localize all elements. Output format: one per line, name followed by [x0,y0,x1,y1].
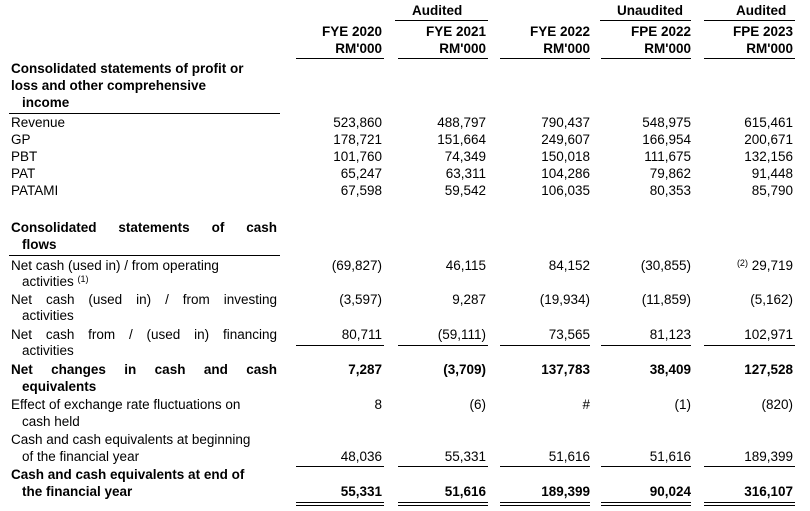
footnote-marker: (1) [77,274,89,284]
table-cell: (11,859) [641,292,691,307]
row-label-text: activities [22,274,74,289]
table-cell: 102,971 [744,327,793,342]
table-cell: 106,035 [541,183,590,198]
subtotal-rule [296,345,384,346]
group-header-audited-2: Audited [736,3,787,18]
row-label-pbt: PBT [11,149,38,164]
subtotal-rule [500,466,590,467]
table-cell: (3,709) [443,362,486,377]
table-cell: (19,934) [539,292,590,307]
table-cell-with-note [703,258,793,274]
table-cell: 101,760 [333,149,382,164]
subtotal-rule [601,466,691,467]
row-label-pat: PAT [11,166,36,181]
section-title-cash-flows: flows [22,237,57,252]
table-cell: 84,152 [548,258,590,273]
table-cell: (69,827) [331,258,382,273]
table-cell: 81,123 [649,327,691,342]
total-double-rule [500,505,590,506]
table-cell: (5,162) [750,292,793,307]
header-rule [704,58,795,59]
table-cell: 85,790 [751,183,793,198]
column-header-period: FPE 2023 [732,24,793,39]
section-rule [9,113,280,114]
column-header-unit: RM'000 [439,41,486,56]
total-double-rule [704,502,795,503]
total-double-rule [601,502,691,503]
header-rule [601,58,691,59]
group-rule-audited-2 [704,20,795,21]
subtotal-rule [601,345,691,346]
row-label-financing: Net cash from / (used in) financing [11,327,277,342]
table-cell: 9,287 [452,292,486,307]
section-title-profit-loss: Consolidated statements of profit or [11,61,244,76]
table-cell: 166,954 [642,132,691,147]
header-rule [500,58,590,59]
table-cell: 46,115 [445,258,486,273]
row-label-operating-cont [22,274,89,290]
group-rule-audited [395,20,488,21]
column-header-period: FPE 2022 [630,24,691,39]
table-cell: 200,671 [744,132,793,147]
table-cell: 51,616 [548,449,590,464]
table-cell: 79,862 [649,166,691,181]
column-header-unit: RM'000 [335,41,382,56]
total-double-rule [398,505,488,506]
total-double-rule [296,505,384,506]
table-cell: 51,616 [649,449,691,464]
section-title-cash-flows: Consolidated statements of cash [11,220,277,235]
table-cell: 65,247 [340,166,382,181]
total-double-rule [398,502,488,503]
row-label-revenue: Revenue [11,115,66,130]
table-cell: 55,331 [444,449,486,464]
subtotal-rule [398,466,488,467]
table-cell: 127,528 [744,362,793,377]
total-double-rule [296,502,384,503]
table-cell: 80,353 [649,183,691,198]
column-header-period: FYE 2022 [529,24,590,39]
total-double-rule [601,505,691,506]
section-title-profit-loss: income [22,95,70,110]
table-cell: 63,311 [445,166,486,181]
table-cell: (6) [469,397,486,412]
column-header-unit: RM'000 [543,41,590,56]
row-label-gp: GP [11,132,31,147]
table-cell: 790,437 [541,115,590,130]
table-cell: 151,664 [437,132,486,147]
table-cell: (3,597) [339,292,382,307]
table-cell: # [582,397,590,412]
row-label-investing-cont: activities [22,308,74,323]
table-cell: (30,855) [640,258,691,273]
group-header-audited: Audited [412,3,463,18]
row-label-patami: PATAMI [11,183,59,198]
table-cell: 548,975 [642,115,691,130]
column-header-period: FYE 2020 [321,24,382,39]
table-cell: 74,349 [444,149,486,164]
table-cell: 7,287 [348,362,382,377]
row-label-fx-effect: Effect of exchange rate fluctuations on [11,397,241,412]
footnote-marker: (2) [736,258,748,268]
table-cell: 8 [374,397,382,412]
subtotal-rule [704,345,795,346]
subtotal-rule [500,345,590,346]
section-title-profit-loss: loss and other comprehensive [11,78,207,93]
column-header-unit: RM'000 [644,41,691,56]
total-double-rule [500,502,590,503]
group-rule-unaudited [600,20,691,21]
table-cell: 29,719 [751,258,793,273]
header-rule [398,58,488,59]
table-cell: (59,111) [437,327,486,342]
table-cell: 132,156 [744,149,793,164]
group-header-unaudited: Unaudited [617,3,683,18]
table-cell: 73,565 [548,327,590,342]
header-rule [296,58,384,59]
table-cell: 150,018 [541,149,590,164]
subtotal-rule [398,345,488,346]
table-cell: 189,399 [744,449,793,464]
column-header-unit: RM'000 [746,41,793,56]
row-label-net-changes: Net changes in cash and cash [11,362,277,377]
total-double-rule [704,505,795,506]
table-cell: 137,783 [541,362,590,377]
row-label-operating: Net cash (used in) / from operating [11,258,219,273]
section-rule [9,255,280,256]
row-label-beginning-cont: of the financial year [22,449,140,464]
table-cell: (820) [761,397,793,412]
table-cell: 55,331 [340,484,382,499]
table-cell: 488,797 [437,115,486,130]
table-cell: 615,461 [744,115,793,130]
table-cell: 249,607 [541,132,590,147]
table-cell: 90,024 [649,484,691,499]
table-cell: 48,036 [340,449,382,464]
table-cell: 51,616 [444,484,486,499]
table-cell: 104,286 [541,166,590,181]
table-cell: 178,721 [333,132,382,147]
subtotal-rule [704,466,795,467]
row-label-investing: Net cash (used in) / from investing [11,292,277,307]
table-cell: 111,675 [644,149,691,164]
column-header-period: FYE 2021 [425,24,486,39]
table-cell: (1) [674,397,691,412]
table-cell: 316,107 [744,484,793,499]
table-cell: 38,409 [649,362,691,377]
table-cell: 67,598 [340,183,382,198]
row-label-beginning: Cash and cash equivalents at beginning [11,432,251,447]
table-cell: 80,711 [341,327,382,342]
row-label-end-cont: the financial year [22,484,133,499]
subtotal-rule [296,466,384,467]
row-label-end: Cash and cash equivalents at end of [11,467,245,482]
table-cell: 189,399 [541,484,590,499]
table-cell: 523,860 [333,115,382,130]
row-label-financing-cont: activities [22,343,74,358]
table-cell: 91,448 [751,166,793,181]
row-label-net-changes-cont: equivalents [22,379,97,394]
row-label-fx-effect-cont: cash held [22,414,80,429]
table-cell: 59,542 [444,183,486,198]
